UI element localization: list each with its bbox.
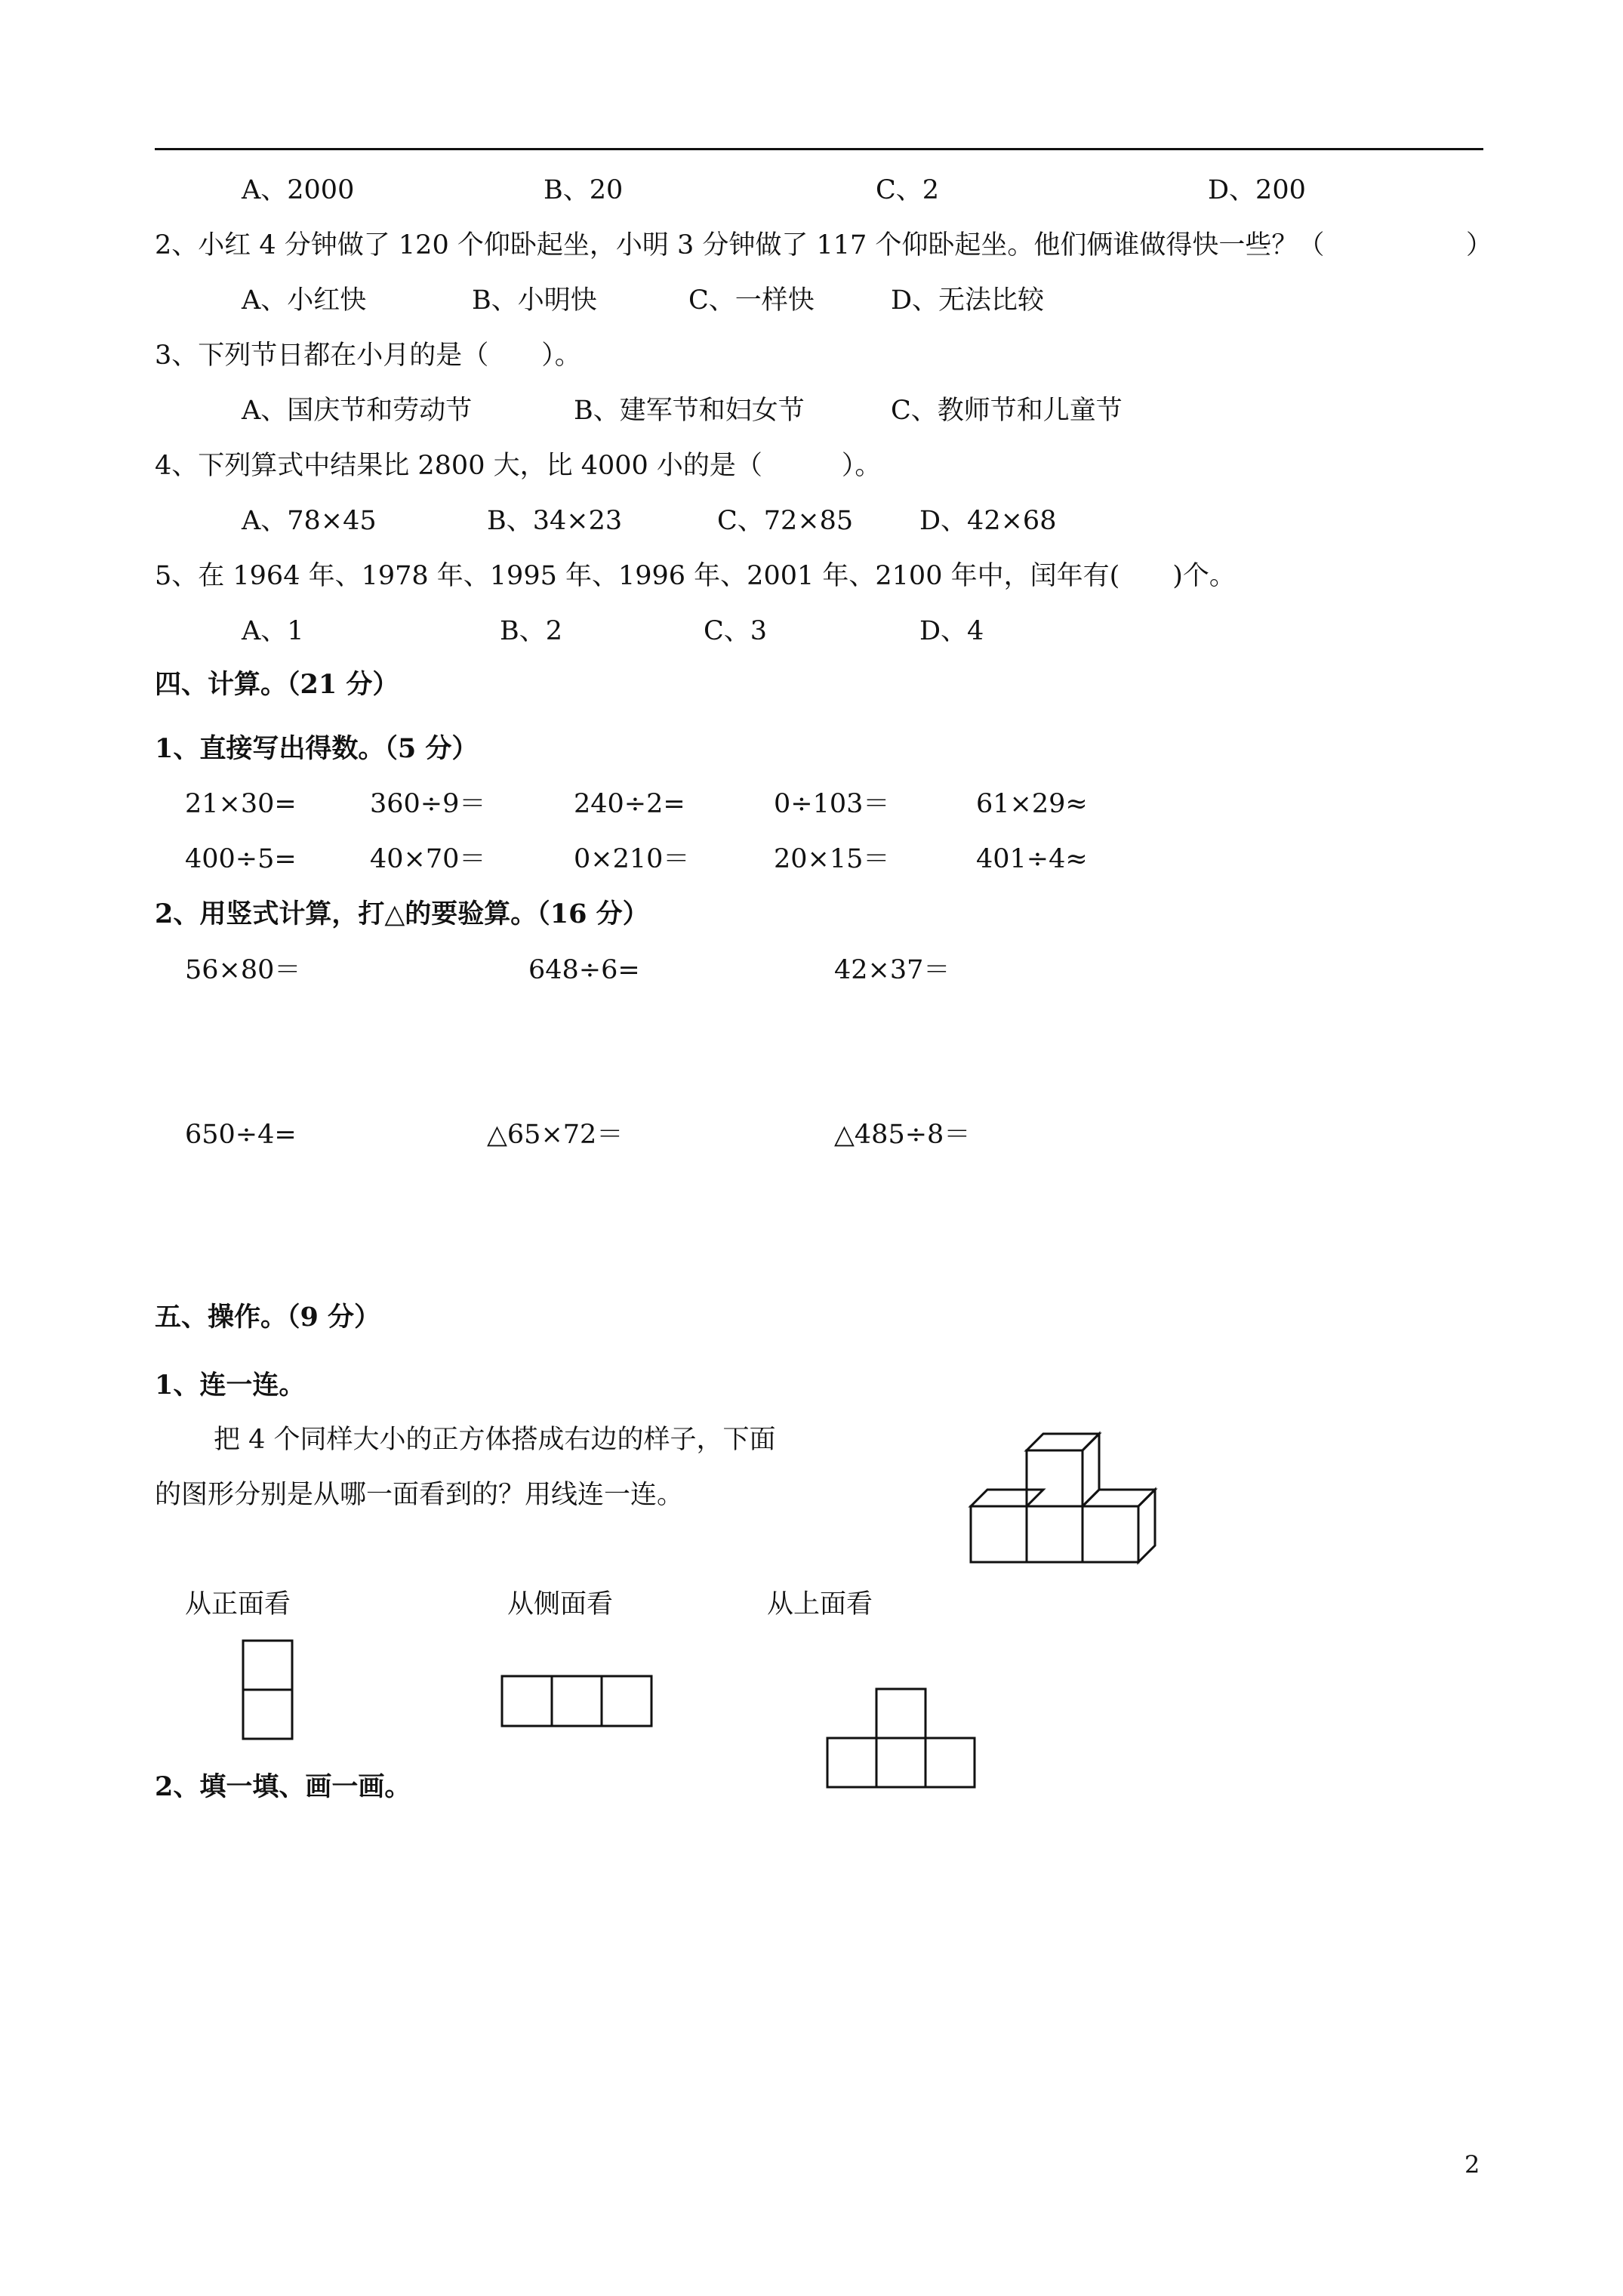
- q2-close-paren: ）: [1466, 230, 1493, 260]
- view-label-top: 从上面看: [767, 1589, 873, 1620]
- section-4-part-1-title: 1、直接写出得数。（5 分）: [155, 733, 479, 764]
- q3-option-a: A、国庆节和劳动节: [242, 396, 473, 426]
- q4-option-a: A、78×45: [242, 506, 377, 536]
- view-figure-t-shape: [827, 1689, 975, 1787]
- cube-stack-figure: [971, 1434, 1155, 1562]
- section-4-title: 四、计算。（21 分）: [155, 669, 399, 700]
- q4-text: 4、下列算式中结果比 2800 大，比 4000 小的是（ ）。: [155, 451, 882, 481]
- q3-option-b: B、建军节和妇女节: [574, 396, 805, 426]
- q4-option-c: C、72×85: [717, 506, 854, 536]
- q2-option-d: D、无法比较: [891, 285, 1045, 316]
- mental-calc-item: 0÷103＝: [774, 789, 890, 819]
- q5-option-c: C、3: [704, 616, 768, 646]
- vertical-calc-item: 42×37＝: [834, 955, 950, 985]
- mental-calc-item: 240÷2=: [574, 789, 685, 819]
- mental-calc-item: 20×15＝: [774, 844, 890, 874]
- section-5-part-2-title: 2、填一填、画一画。: [155, 1771, 411, 1802]
- q1-option-d: D、200: [1208, 175, 1306, 205]
- section-5-desc-line-1: 把 4 个同样大小的正方体搭成右边的样子，下面: [214, 1425, 776, 1455]
- page-number: 2: [1464, 2150, 1480, 2179]
- q3-option-c: C、教师节和儿童节: [891, 396, 1123, 426]
- q1-option-a: A、2000: [242, 175, 355, 205]
- vertical-calc-item: 56×80＝: [185, 955, 301, 985]
- q2-option-c: C、一样快: [688, 285, 815, 316]
- mental-calc-item: 360÷9＝: [370, 789, 486, 819]
- section-4-part-2-title: 2、用竖式计算，打△的要验算。（16 分）: [155, 898, 649, 929]
- q4-option-d: D、42×68: [919, 506, 1057, 536]
- vertical-calc-item: 648÷6=: [528, 955, 640, 985]
- q1-option-b: B、20: [544, 175, 624, 205]
- vertical-calc-item: 650÷4=: [185, 1120, 297, 1150]
- section-5-part-1-title: 1、连一连。: [155, 1370, 306, 1401]
- view-figure-three-row: [502, 1676, 651, 1726]
- q2-option-a: A、小红快: [242, 285, 367, 316]
- vertical-calc-item: △65×72＝: [487, 1120, 624, 1150]
- q3-text: 3、下列节日都在小月的是（ ）。: [155, 341, 581, 371]
- mental-calc-item: 400÷5=: [185, 844, 297, 874]
- q5-text: 5、在 1964 年、1978 年、1995 年、1996 年、2001 年、2100 年中，闰年有( )个。: [155, 561, 1236, 591]
- view-figure-two-stacked: [243, 1641, 292, 1739]
- q5-option-b: B、2: [500, 616, 562, 646]
- mental-calc-item: 401÷4≈: [976, 844, 1088, 874]
- mental-calc-item: 21×30=: [185, 789, 297, 819]
- q5-option-d: D、4: [919, 616, 984, 646]
- q5-option-a: A、1: [242, 616, 304, 646]
- section-5-desc-line-2: 的图形分别是从哪一面看到的？用线连一连。: [155, 1480, 684, 1510]
- q2-option-b: B、小明快: [472, 285, 597, 316]
- section-5-title: 五、操作。（9 分）: [155, 1302, 381, 1333]
- q4-option-b: B、34×23: [487, 506, 623, 536]
- view-label-front: 从正面看: [185, 1589, 291, 1620]
- view-label-side: 从侧面看: [507, 1589, 614, 1620]
- mental-calc-item: 40×70＝: [370, 844, 486, 874]
- mental-calc-item: 0×210＝: [574, 844, 690, 874]
- q1-option-c: C、2: [876, 175, 940, 205]
- vertical-calc-item: △485÷8＝: [834, 1120, 971, 1150]
- q2-text: 2、小红 4 分钟做了 120 个仰卧起坐，小明 3 分钟做了 117 个仰卧起坐。他们俩谁做得快一些？（: [155, 230, 1325, 260]
- mental-calc-item: 61×29≈: [976, 789, 1088, 819]
